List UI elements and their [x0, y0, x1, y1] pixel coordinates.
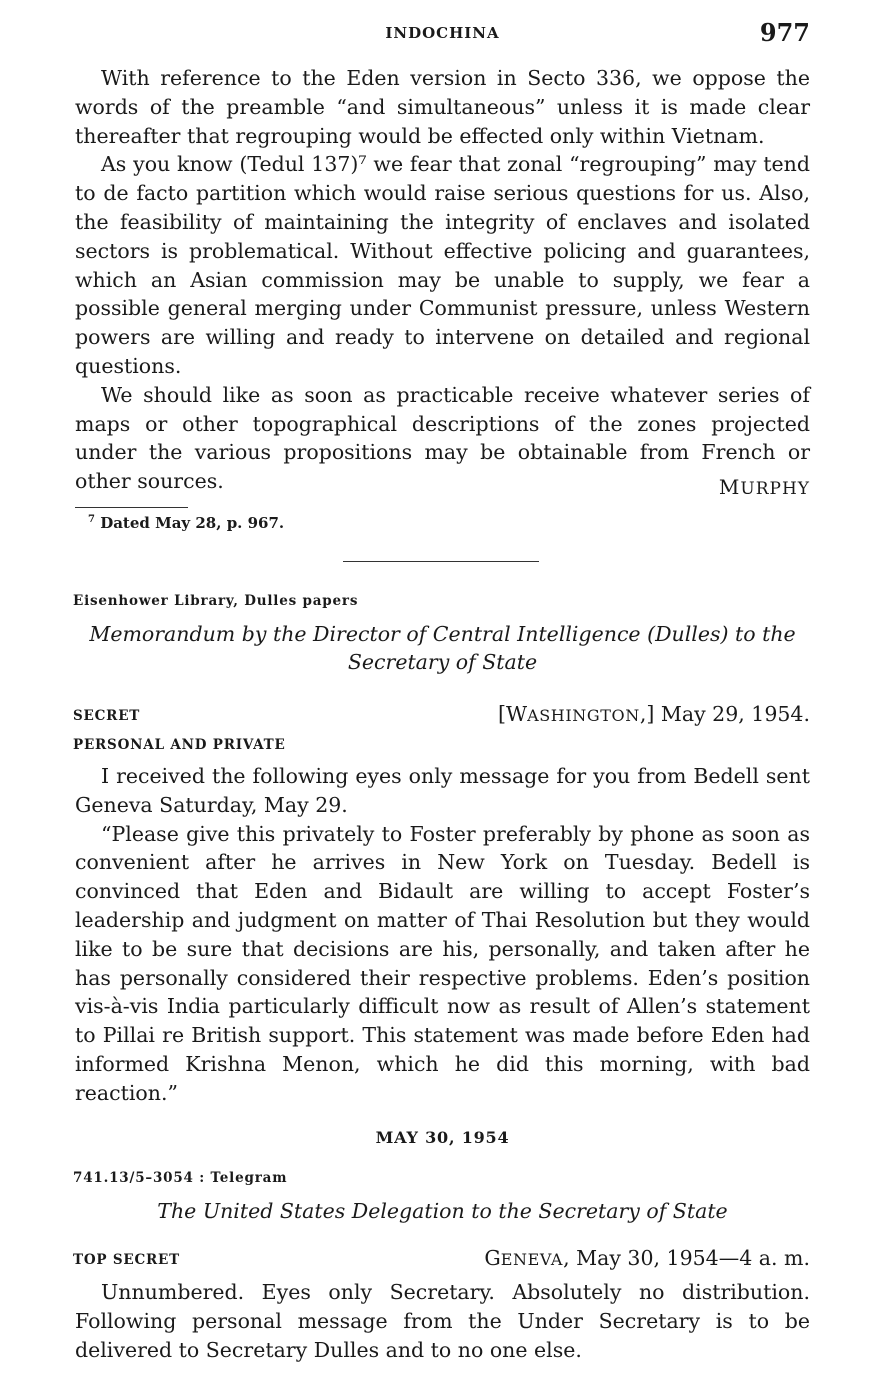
section1-paragraph-2: As you know (Tedul 137)⁷ we fear that zonal “regrouping” may tend to de facto partition which would raise serious questions for us. Also, the feasibility of maintaining the integrity of enclaves and isolated sectors is problematical. Without effective policing and guarantees, which an Asian commission may be unable to supply, we fear a possible general merging under Communist pressure, unless Western powers are willing and ready to intervene on detailed and regional questions.	[75, 152, 810, 378]
telegram-dateline	[484, 1246, 810, 1270]
footnote	[88, 514, 284, 532]
page-number: 977	[759, 18, 810, 47]
classification-top-secret: TOP SECRET	[73, 1252, 180, 1268]
running-head-title: INDOCHINA	[385, 24, 500, 42]
place-close: ,]	[639, 702, 655, 726]
section1-body	[75, 64, 810, 496]
date-heading: MAY 30, 1954	[375, 1128, 510, 1147]
place-open: [W	[498, 702, 528, 726]
source-note: Eisenhower Library, Dulles papers	[73, 593, 359, 609]
handling-caveat: PERSONAL AND PRIVATE	[73, 737, 286, 753]
footnote-rule	[75, 507, 188, 508]
file-reference: 741.13/5–3054 : Telegram	[73, 1170, 288, 1186]
section3-paragraph-1: Unnumbered. Eyes only Secretary. Absolutely no distribution. Following personal message from the Under Secretary is to be delivered to Secretary Dulles and to no one else.	[75, 1280, 810, 1362]
memo-dateline	[498, 702, 810, 726]
section2-paragraph-2: “Please give this privately to Foster preferably by phone as soon as convenient after he arrives in New York on Tuesday. Bedell is convinced that Eden and Bidault are willing to accept Foster’s leadership and judgment on matter of Thai Resolution but they would like to be sure that decisions are his, personally, and taken after he has personally considered their respective problems. Eden’s position vis-à-vis India particularly difficult now as result of Allen’s statement to Pillai re British support. This statement was made before Eden had informed Krishna Menon, which he did this morning, with bad reaction.”	[75, 821, 810, 1105]
section2-paragraph-1: I received the following eyes only message for you from Bedell sent Geneva Saturday, May 29.	[75, 764, 810, 817]
telegram-title: The United States Delegation to the Secretary of State	[157, 1199, 728, 1223]
running-head	[75, 18, 810, 48]
memo-title-line-2: Secretary of State	[347, 650, 538, 674]
memo-title-line-1: Memorandum by the Director of Central Intelligence (Dulles) to the	[89, 622, 796, 646]
section2-body	[75, 762, 810, 1108]
section3-body	[75, 1278, 810, 1364]
place-smallcaps: ASHINGTON	[527, 706, 640, 725]
section1-paragraph-1: With reference to the Eden version in Secto 336, we oppose the words of the preamble “and simultaneous” unless it is made clear thereafter that regrouping would be effected only within Vietnam.	[75, 66, 810, 148]
footnote-mark: 7	[88, 514, 95, 525]
classification-secret: SECRET	[73, 708, 141, 724]
telegram-date: , May 30, 1954—4 a. m.	[563, 1246, 810, 1270]
telegram-place-initial: G	[484, 1246, 501, 1270]
section1-paragraph-3: We should like as soon as practicable receive whatever series of maps or other topographical descriptions of the zones projected under the various propositions may be obtainable from French or other sources.	[75, 382, 810, 494]
memo-title	[75, 620, 810, 676]
section-separator	[343, 561, 539, 562]
footnote-text: Dated May 28, p. 967.	[100, 514, 285, 532]
memo-date: May 29, 1954.	[654, 702, 810, 726]
signature	[719, 475, 810, 499]
signature-initial: M	[718, 475, 741, 499]
telegram-place-smallcaps: ENEVA	[500, 1250, 564, 1269]
signature-rest: URPHY	[740, 479, 810, 499]
